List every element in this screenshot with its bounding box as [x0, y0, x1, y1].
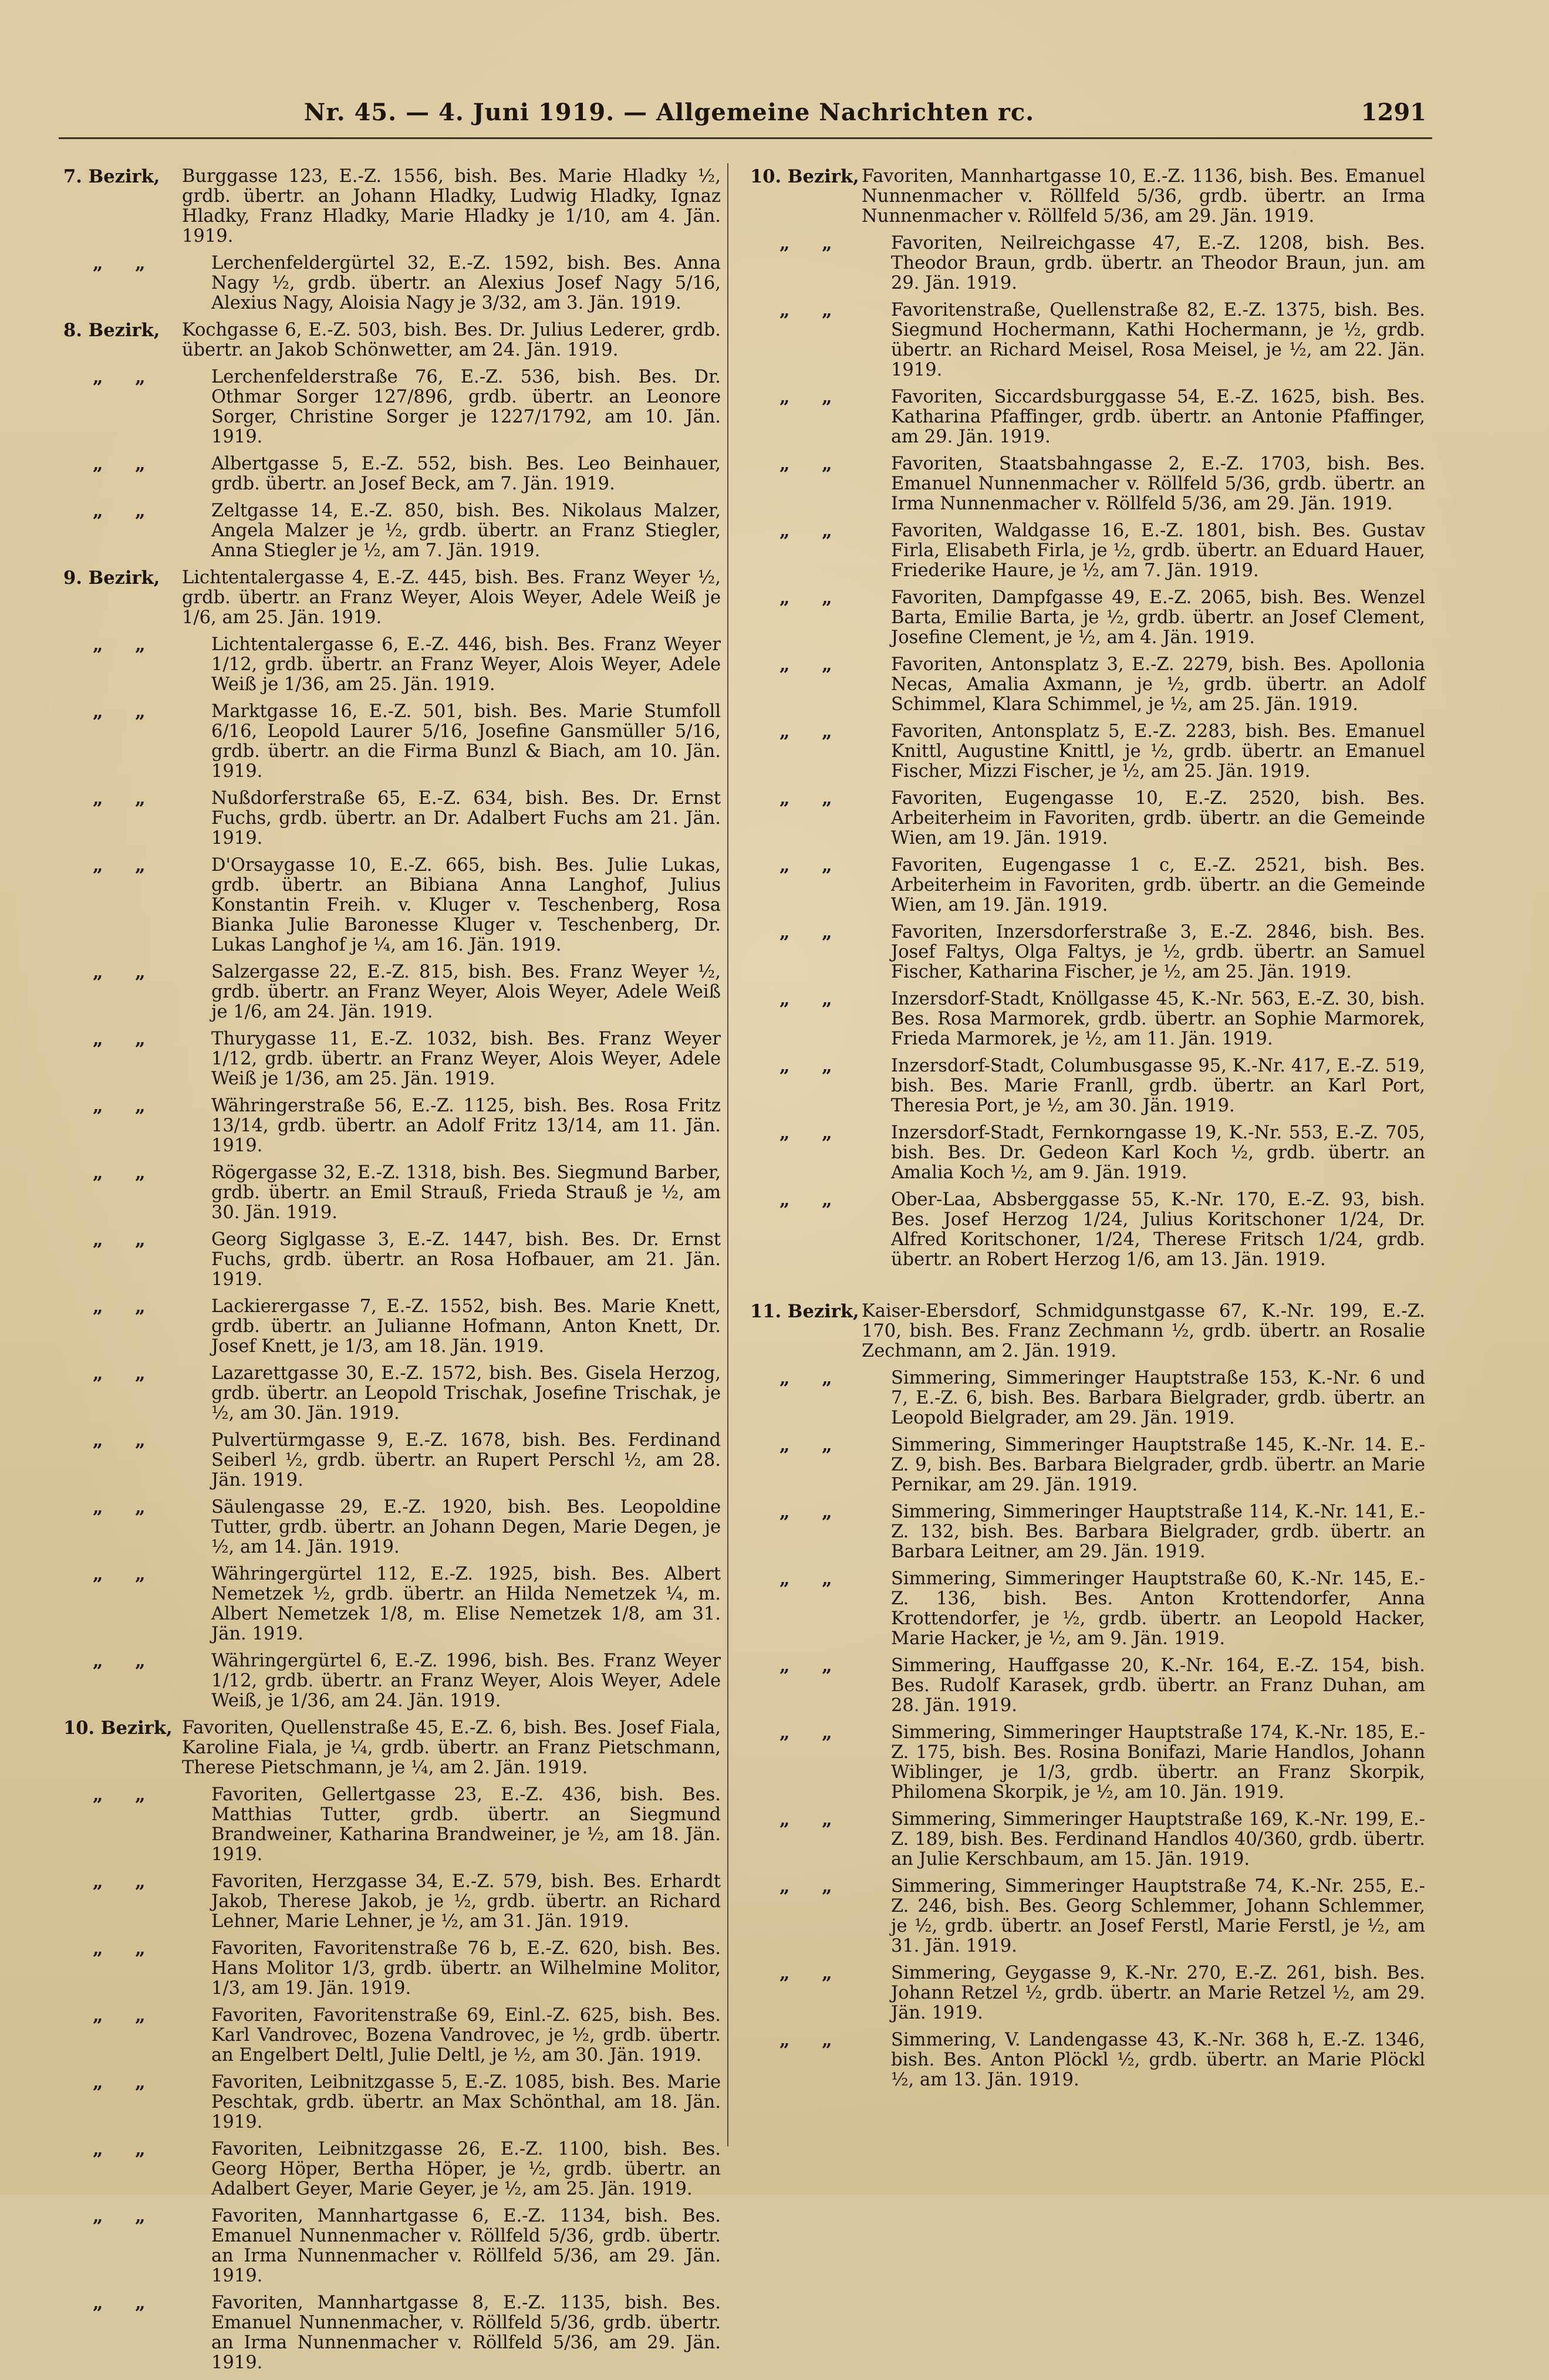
register-entry — [63, 856, 721, 955]
entry-text: Währingergürtel 112, E.-Z. 1925, bish. Bes. Albert Nemetzek ½, grdb. übertr. an Hilda Nemetzek ¼, m. Albert Nemetzek 1/8, m. Elise Nemetzek 1/8, am 31. Jän. 1919. — [211, 1564, 721, 1644]
district-label: „ „ — [93, 2005, 158, 2026]
register-entry — [63, 1096, 721, 1156]
register-entry — [63, 2206, 721, 2286]
district-label: „ „ — [779, 1963, 845, 1984]
register-entry — [750, 922, 1425, 982]
entry-text: Favoriten, Mannhartgasse 8, E.-Z. 1135, bish. Bes. Emanuel Nunnenmacher, v. Röllfeld 5/36, grdb. übertr. an Irma Nunnenmacher v. Röllfeld 5/36, am 29. Jän. 1919. — [211, 2293, 721, 2373]
column-divider — [727, 163, 728, 2146]
district-label: „ „ — [93, 962, 158, 983]
register-entry — [750, 722, 1425, 782]
register-entry — [63, 1364, 721, 1424]
district-label: „ „ — [93, 1871, 158, 1892]
district-label: „ „ — [779, 454, 845, 475]
district-label: „ „ — [93, 1564, 158, 1585]
register-entry — [750, 588, 1425, 648]
district-label: „ „ — [779, 387, 845, 408]
district-label: „ „ — [779, 520, 845, 542]
entry-text: Favoriten, Mannhartgasse 10, E.-Z. 1136, bish. Bes. Emanuel Nunnenmacher v. Röllfeld 5/36, grdb. übertr. an Irma Nunnenmacher v. Röllfeld 5/36, am 29. Jän. 1919. — [862, 166, 1425, 226]
entry-text: Simmering, Simmeringer Hauptstraße 174, K.-Nr. 185, E.-Z. 175, bish. Bes. Rosina Bonifazi, Marie Handlos, Johann Wiblinger, je 1/3, grdb. übertr. an Franz Skorpik, Philomena Skorpik, je ½, am 10. Jän. 1919. — [891, 1722, 1425, 1803]
register-entry — [63, 789, 721, 848]
district-label: „ „ — [93, 1229, 158, 1250]
district-label: „ „ — [779, 654, 845, 675]
district-label: „ „ — [93, 634, 158, 655]
register-entry — [63, 2073, 721, 2132]
entry-text: Nußdorferstraße 65, E.-Z. 634, bish. Bes. Dr. Ernst Fuchs, grdb. übertr. an Dr. Adalbert Fuchs am 21. Jän. 1919. — [211, 788, 721, 848]
entry-text: Währingerstraße 56, E.-Z. 1125, bish. Bes. Rosa Fritz 13/14, grdb. übertr. an Adolf Fritz 13/14, am 11. Jän. 1919. — [211, 1096, 721, 1156]
register-entry — [750, 1190, 1425, 1270]
register-entry — [750, 1963, 1425, 2023]
entry-text: Simmering, Geygasse 9, K.-Nr. 270, E.-Z. 261, bish. Bes. Johann Retzel ½, grdb. übertr. an Marie Retzel ½, am 29. Jän. 1919. — [891, 1963, 1425, 2023]
register-entry — [63, 1564, 721, 1644]
register-entry — [63, 501, 721, 561]
district-label: „ „ — [779, 922, 845, 943]
entry-text: Favoriten, Favoritenstraße 69, Einl.-Z. 625, bish. Bes. Karl Vandrovec, Bozena Vandrovec, je ½, grdb. übertr. an Engelbert Deltl, Julie Deltl, je ½, am 30. Jän. 1919. — [211, 2005, 721, 2065]
entry-text: Favoriten, Leibnitzgasse 5, E.-Z. 1085, bish. Bes. Marie Peschtak, grdb. übertr. an Max Schönthal, am 18. Jän. 1919. — [211, 2072, 721, 2132]
register-entry — [750, 521, 1425, 581]
district-label: „ „ — [779, 1435, 845, 1456]
register-entry — [63, 1230, 721, 1290]
entry-text: Simmering, Simmeringer Hauptstraße 145, K.-Nr. 14. E.-Z. 9, bish. Bes. Barbara Bielgrader, grdb. übertr. an Marie Pernikar, am 29. Jän. 1919. — [891, 1435, 1425, 1495]
entry-text: Favoriten, Dampfgasse 49, E.-Z. 2065, bish. Bes. Wenzel Barta, Emilie Barta, je ½, grdb. übertr. an Josef Clement, Josefine Clement, je ½, am 4. Jän. 1919. — [891, 587, 1425, 648]
district-label: „ „ — [779, 1123, 845, 1144]
register-entry — [63, 1431, 721, 1490]
entry-text: Favoriten, Inzersdorferstraße 3, E.-Z. 2846, bish. Bes. Josef Faltys, Olga Faltys, je ½, grdb. übertr. an Samuel Fischer, Katharina Fischer, je ½, am 25. Jän. 1919. — [891, 922, 1425, 982]
register-entry — [63, 1785, 721, 1865]
register-entry — [63, 253, 721, 313]
register-entry — [63, 1497, 721, 1557]
register-entry — [750, 989, 1425, 1049]
district-label: „ „ — [93, 367, 158, 388]
district-label: „ „ — [93, 501, 158, 522]
register-entry — [750, 789, 1425, 848]
register-entry — [750, 856, 1425, 915]
register-entry — [750, 1810, 1425, 1869]
entry-text: Lerchenfeldergürtel 32, E.-Z. 1592, bish. Bes. Anna Nagy ½, grdb. übertr. an Alexius Josef Nagy 5/16, Alexius Nagy, Aloisia Nagy je 3/32, am 3. Jän. 1919. — [211, 253, 721, 313]
district-label: „ „ — [779, 1056, 845, 1077]
district-label: „ „ — [93, 2072, 158, 2093]
entry-text: Favoriten, Gellertgasse 23, E.-Z. 436, bish. Bes. Matthias Tutter, grdb. übertr. an Siegmund Brandweiner, Katharina Brandweiner, je ½, am 18. Jän. 1919. — [211, 1784, 721, 1865]
district-label: „ „ — [779, 1722, 845, 1743]
entry-text: Kochgasse 6, E.-Z. 503, bish. Bes. Dr. Julius Lederer, grdb. übertr. an Jakob Schönwetter, am 24. Jän. 1919. — [182, 320, 721, 360]
district-label: „ „ — [779, 1568, 845, 1590]
entry-text: Simmering, Simmeringer Hauptstraße 60, K.-Nr. 145, E.-Z. 136, bish. Bes. Anton Krottendorfer, Anna Krottendorfer, je ½, grdb. übertr. an Leopold Hacker, Marie Hacker, je ½, am 9. Jän. 1919. — [891, 1568, 1425, 1649]
entry-text: Kaiser-Ebersdorf, Schmidgunstgasse 67, K.-Nr. 199, E.-Z. 170, bish. Bes. Franz Zechmann ½, grdb. übertr. an Rosalie Zechmann, am 2. Jän. 1919. — [862, 1301, 1425, 1361]
entry-text: Georg Siglgasse 3, E.-Z. 1447, bish. Bes. Dr. Ernst Fuchs, grdb. übertr. an Rosa Hofbauer, am 21. Jän. 1919. — [211, 1229, 721, 1290]
register-entry — [750, 300, 1425, 380]
register-entry — [63, 635, 721, 695]
register-entry — [63, 1163, 721, 1223]
entry-text: Inzersdorf-Stadt, Knöllgasse 45, K.-Nr. 563, E.-Z. 30, bish. Bes. Rosa Marmorek, grdb. übertr. an Sophie Marmorek, Frieda Marmorek, je ½, am 11. Jän. 1919. — [891, 989, 1425, 1049]
district-label: „ „ — [779, 233, 845, 254]
register-entry — [63, 568, 721, 628]
register-entry — [750, 167, 1425, 226]
entry-text: Favoriten, Antonsplatz 3, E.-Z. 2279, bish. Bes. Apollonia Necas, Amalia Axmann, je ½, grdb. übertr. an Adolf Schimmel, Klara Schimmel, je ½, am 25. Jän. 1919. — [891, 654, 1425, 715]
entry-text: Währingergürtel 6, E.-Z. 1996, bish. Bes. Franz Weyer 1/12, grdb. übertr. an Franz Weyer, Alois Weyer, Adele Weiß, je 1/36, am 24. Jän. 1919. — [211, 1651, 721, 1711]
district-label: 9. Bezirk, — [63, 567, 160, 589]
district-label: „ „ — [93, 1029, 158, 1050]
entry-text: D'Orsaygasse 10, E.-Z. 665, bish. Bes. Julie Lukas, grdb. übertr. an Bibiana Anna Langhof, Julius Konstantin Freih. v. Kluger v. Teschenberg, Rosa Bianka Julie Baronesse Kluger v. Teschenberg, Dr. Lukas Langhof je ¼, am 16. Jän. 1919. — [211, 855, 721, 955]
entry-text: Favoriten, Herzgasse 34, E.-Z. 579, bish. Bes. Erhardt Jakob, Therese Jakob, je ½, grdb. übertr. an Richard Lehner, Marie Lehner, je ½, am 31. Jän. 1919. — [211, 1871, 721, 1932]
entry-text: Favoriten, Staatsbahngasse 2, E.-Z. 1703, bish. Bes. Emanuel Nunnenmacher v. Röllfeld 5/36, grdb. übertr. an Irma Nunnenmacher v. Röllfeld 5/36, am 29. Jän. 1919. — [891, 454, 1425, 514]
entry-text: Simmering, Simmeringer Hauptstraße 114, K.-Nr. 141, E.-Z. 132, bish. Bes. Barbara Bielgrader, grdb. übertr. an Barbara Leitner, am 29. Jän. 1919. — [891, 1502, 1425, 1562]
district-label: „ „ — [779, 989, 845, 1010]
register-entry — [750, 1123, 1425, 1183]
district-label: „ „ — [93, 1162, 158, 1184]
page-number: 1291 — [1361, 99, 1426, 126]
district-label: „ „ — [93, 2139, 158, 2160]
entry-text: Simmering, V. Landengasse 43, K.-Nr. 368 h, E.-Z. 1346, bish. Bes. Anton Plöckl ½, grdb. übertr. an Marie Plöckl ½, am 13. Jän. 1919. — [891, 2030, 1425, 2090]
district-label: „ „ — [779, 300, 845, 321]
district-label: „ „ — [93, 1497, 158, 1518]
register-entry — [750, 1301, 1425, 1361]
issue-header: Nr. 45. — 4. Juni 1919. — Allgemeine Nachrichten rc. — [303, 99, 1035, 126]
entry-text: Favoriten, Waldgasse 16, E.-Z. 1801, bish. Bes. Gustav Firla, Elisabeth Firla, je ½, grdb. übertr. an Eduard Hauer, Friederike Haure, je ½, am 7. Jän. 1919. — [891, 520, 1425, 581]
district-label: 11. Bezirk, — [750, 1301, 859, 1322]
entry-text: Säulengasse 29, E.-Z. 1920, bish. Bes. Leopoldine Tutter, grdb. übertr. an Johann Degen, Marie Degen, je ½, am 14. Jän. 1919. — [211, 1497, 721, 1557]
register-entry — [63, 702, 721, 782]
entry-text: Favoritenstraße, Quellenstraße 82, E.-Z. 1375, bish. Bes. Siegmund Hochermann, Kathi Hochermann, je ½, grdb. übertr. an Richard Meisel, Rosa Meisel, je ½, am 22. Jän. 1919. — [891, 300, 1425, 380]
district-label: „ „ — [93, 2293, 158, 2314]
register-entry — [63, 1872, 721, 1932]
register-entry — [750, 655, 1425, 715]
entry-text: Lazarettgasse 30, E.-Z. 1572, bish. Bes. Gisela Herzog, grdb. übertr. an Leopold Trischak, Josefine Trischak, je ½, am 30. Jän. 1919. — [211, 1363, 721, 1424]
entry-text: Simmering, Hauffgasse 20, K.-Nr. 164, E.-Z. 154, bish. Bes. Rudolf Karasek, grdb. übertr. an Franz Duhan, am 28. Jän. 1919. — [891, 1655, 1425, 1716]
register-entry — [63, 1939, 721, 1999]
register-entry — [63, 1651, 721, 1711]
district-label: „ „ — [779, 2030, 845, 2051]
register-entry — [63, 367, 721, 447]
entry-text: Lerchenfelderstraße 76, E.-Z. 536, bish. Bes. Dr. Othmar Sorger 127/896, grdb. übertr. an Leonore Sorger, Christine Sorger je 1227/1792, am 10. Jän. 1919. — [211, 367, 721, 447]
district-label: „ „ — [93, 701, 158, 722]
register-entry — [63, 2006, 721, 2065]
district-label: „ „ — [779, 788, 845, 809]
district-label: 10. Bezirk, — [63, 1718, 173, 1739]
district-label: „ „ — [779, 1368, 845, 1389]
district-label: 8. Bezirk, — [63, 320, 160, 341]
district-label: 10. Bezirk, — [750, 166, 859, 187]
register-entry — [750, 234, 1425, 293]
entry-text: Pulvertürmgasse 9, E.-Z. 1678, bish. Bes. Ferdinand Seiberl ½, grdb. übertr. an Rupert Perschl ½, am 28. Jän. 1919. — [211, 1430, 721, 1490]
district-label: „ „ — [779, 1189, 845, 1211]
register-entry — [63, 1297, 721, 1357]
register-entry — [750, 454, 1425, 514]
header-divider — [59, 137, 1432, 139]
entry-text: Favoriten, Eugengasse 10, E.-Z. 2520, bish. Bes. Arbeiterheim in Favoriten, grdb. übertr. an die Gemeinde Wien, am 19. Jän. 1919. — [891, 788, 1425, 848]
register-entry — [750, 2030, 1425, 2090]
entry-text: Favoriten, Antonsplatz 5, E.-Z. 2283, bish. Bes. Emanuel Knittl, Augustine Knittl, je ½, grdb. übertr. an Emanuel Fischer, Mizzi Fischer, je ½, am 25. Jän. 1919. — [891, 721, 1425, 782]
entry-text: Rögergasse 32, E.-Z. 1318, bish. Bes. Siegmund Barber, grdb. übertr. an Emil Strauß, Frieda Strauß je ½, am 30. Jän. 1919. — [211, 1162, 721, 1223]
entry-text: Albertgasse 5, E.-Z. 552, bish. Bes. Leo Beinhauer, grdb. übertr. an Josef Beck, am 7. Jän. 1919. — [211, 454, 721, 494]
register-entry — [63, 2293, 721, 2373]
register-entry — [750, 1502, 1425, 1562]
entry-text: Burggasse 123, E.-Z. 1556, bish. Bes. Marie Hladky ½, grdb. übertr. an Johann Hladky, Ludwig Hladky, Ignaz Hladky, Franz Hladky, Marie Hladky je 1/10, am 4. Jän. 1919. — [182, 166, 721, 246]
entry-text: Inzersdorf-Stadt, Fernkorngasse 19, K.-Nr. 553, E.-Z. 705, bish. Bes. Dr. Gedeon Karl Koch ½, grdb. übertr. an Amalia Koch ½, am 9. Jän. 1919. — [891, 1123, 1425, 1183]
register-entry — [63, 2139, 721, 2199]
district-label: „ „ — [779, 721, 845, 742]
district-label: „ „ — [93, 1296, 158, 1317]
register-entry — [63, 320, 721, 360]
entry-text: Favoriten, Leibnitzgasse 26, E.-Z. 1100, bish. Bes. Georg Höper, Bertha Höper, je ½, grdb. übertr. an Adalbert Geyer, Marie Geyer, je ½, am 25. Jän. 1919. — [211, 2139, 721, 2199]
district-label: „ „ — [93, 253, 158, 274]
district-label: „ „ — [93, 1651, 158, 1672]
district-label: „ „ — [779, 1655, 845, 1676]
entry-text: Marktgasse 16, E.-Z. 501, bish. Bes. Marie Stumfoll 6/16, Leopold Laurer 5/16, Josefine Gansmüller 5/16, grdb. übertr. an die Firma Bunzl & Biach, am 10. Jän. 1919. — [211, 701, 721, 782]
district-label: „ „ — [93, 1784, 158, 1806]
entry-text: Favoriten, Neilreichgasse 47, E.-Z. 1208, bish. Bes. Theodor Braun, grdb. übertr. an Theodor Braun, jun. am 29. Jän. 1919. — [891, 233, 1425, 293]
left-column — [63, 167, 721, 2380]
district-label: „ „ — [779, 587, 845, 608]
entry-text: Simmering, Simmeringer Hauptstraße 74, K.-Nr. 255, E.-Z. 246, bish. Bes. Georg Schlemmer, Johann Schlemmer, je ½, grdb. übertr. an Josef Ferstl, Marie Ferstl, je ½, am 31. Jän. 1919. — [891, 1876, 1425, 1956]
district-label: „ „ — [779, 1876, 845, 1897]
right-column — [750, 167, 1425, 2097]
district-label: „ „ — [779, 855, 845, 876]
register-entry — [63, 962, 721, 1022]
register-entry — [750, 1656, 1425, 1716]
register-entry — [63, 1718, 721, 1778]
entry-text: Salzergasse 22, E.-Z. 815, bish. Bes. Franz Weyer ½, grdb. übertr. an Franz Weyer, Alois Weyer, Adele Weiß je 1/6, am 24. Jän. 1919. — [211, 962, 721, 1022]
entry-text: Favoriten, Favoritenstraße 76 b, E.-Z. 620, bish. Bes. Hans Molitor 1/3, grdb. übertr. an Wilhelmine Molitor, 1/3, am 19. Jän. 1919. — [211, 1938, 721, 1999]
register-entry — [750, 1056, 1425, 1116]
register-entry — [750, 387, 1425, 447]
district-label: „ „ — [93, 1096, 158, 1117]
entry-text: Lackierergasse 7, E.-Z. 1552, bish. Bes. Marie Knett, grdb. übertr. an Julianne Hofmann, Anton Knett, Dr. Josef Knett, je 1/3, am 18. Jän. 1919. — [211, 1296, 721, 1357]
entry-text: Zeltgasse 14, E.-Z. 850, bish. Bes. Nikolaus Malzer, Angela Malzer je ½, grdb. übertr. an Franz Stiegler, Anna Stiegler je ½, am 7. Jän. 1919. — [211, 501, 721, 561]
section-gap — [750, 1277, 1425, 1301]
district-label: 7. Bezirk, — [63, 166, 160, 187]
entry-text: Lichtentalergasse 4, E.-Z. 445, bish. Bes. Franz Weyer ½, grdb. übertr. an Franz Weyer, Alois Weyer, Adele Weiß je 1/6, am 25. Jän. 1919. — [182, 567, 721, 628]
entry-text: Ober-Laa, Absberggasse 55, K.-Nr. 170, E.-Z. 93, bish. Bes. Josef Herzog 1/24, Julius Koritschoner 1/24, Dr. Alfred Koritschoner, 1/24, Therese Fritsch 1/24, grdb. übertr. an Robert Herzog 1/6, am 13. Jän. 1919. — [891, 1189, 1425, 1270]
district-label: „ „ — [93, 855, 158, 876]
entry-text: Favoriten, Mannhartgasse 6, E.-Z. 1134, bish. Bes. Emanuel Nunnenmacher v. Röllfeld 5/36, grdb. übertr. an Irma Nunnenmacher v. Röllfeld 5/36, am 29. Jän. 1919. — [211, 2206, 721, 2286]
district-label: „ „ — [93, 1363, 158, 1384]
entry-text: Inzersdorf-Stadt, Columbusgasse 95, K.-Nr. 417, E.-Z. 519, bish. Bes. Marie Franll, grdb. übertr. an Karl Port, Theresia Port, je ½, am 30. Jän. 1919. — [891, 1056, 1425, 1116]
district-label: „ „ — [93, 454, 158, 475]
register-entry — [63, 167, 721, 246]
register-entry — [750, 1435, 1425, 1495]
register-entry — [63, 1029, 721, 1089]
district-label: „ „ — [93, 1430, 158, 1451]
entry-text: Thurygasse 11, E.-Z. 1032, bish. Bes. Franz Weyer 1/12, grdb. übertr. an Franz Weyer, Alois Weyer, Adele Weiß je 1/36, am 25. Jän. 1919. — [211, 1029, 721, 1089]
entry-text: Favoriten, Quellenstraße 45, E.-Z. 6, bish. Bes. Josef Fiala, Karoline Fiala, je ¼, grdb. übertr. an Franz Pietschmann, Therese Pietschmann, je ¼, am 2. Jän. 1919. — [182, 1718, 721, 1778]
entry-text: Simmering, Simmeringer Hauptstraße 153, K.-Nr. 6 und 7, E.-Z. 6, bish. Bes. Barbara Bielgrader, grdb. übertr. an Leopold Bielgrader, am 29. Jän. 1919. — [891, 1368, 1425, 1428]
entry-text: Favoriten, Eugengasse 1 c, E.-Z. 2521, bish. Bes. Arbeiterheim in Favoriten, grdb. übertr. an die Gemeinde Wien, am 19. Jän. 1919. — [891, 855, 1425, 915]
district-label: „ „ — [779, 1809, 845, 1830]
district-label: „ „ — [93, 1938, 158, 1959]
entry-text: Lichtentalergasse 6, E.-Z. 446, bish. Bes. Franz Weyer 1/12, grdb. übertr. an Franz Weyer, Alois Weyer, Adele Weiß je 1/36, am 25. Jän. 1919. — [211, 634, 721, 695]
register-entry — [750, 1569, 1425, 1649]
register-entry — [750, 1877, 1425, 1956]
district-label: „ „ — [93, 788, 158, 809]
district-label: „ „ — [779, 1502, 845, 1523]
register-entry — [63, 454, 721, 494]
entry-text: Simmering, Simmeringer Hauptstraße 169, K.-Nr. 199, E.-Z. 189, bish. Bes. Ferdinand Handlos 40/360, grdb. übertr. an Julie Kerschbaum, am 15. Jän. 1919. — [891, 1809, 1425, 1869]
register-entry — [750, 1723, 1425, 1803]
district-label: „ „ — [93, 2206, 158, 2227]
register-entry — [750, 1368, 1425, 1428]
entry-text: Favoriten, Siccardsburggasse 54, E.-Z. 1625, bish. Bes. Katharina Pfaffinger, grdb. übertr. an Antonie Pfaffinger, am 29. Jän. 1919. — [891, 387, 1425, 447]
